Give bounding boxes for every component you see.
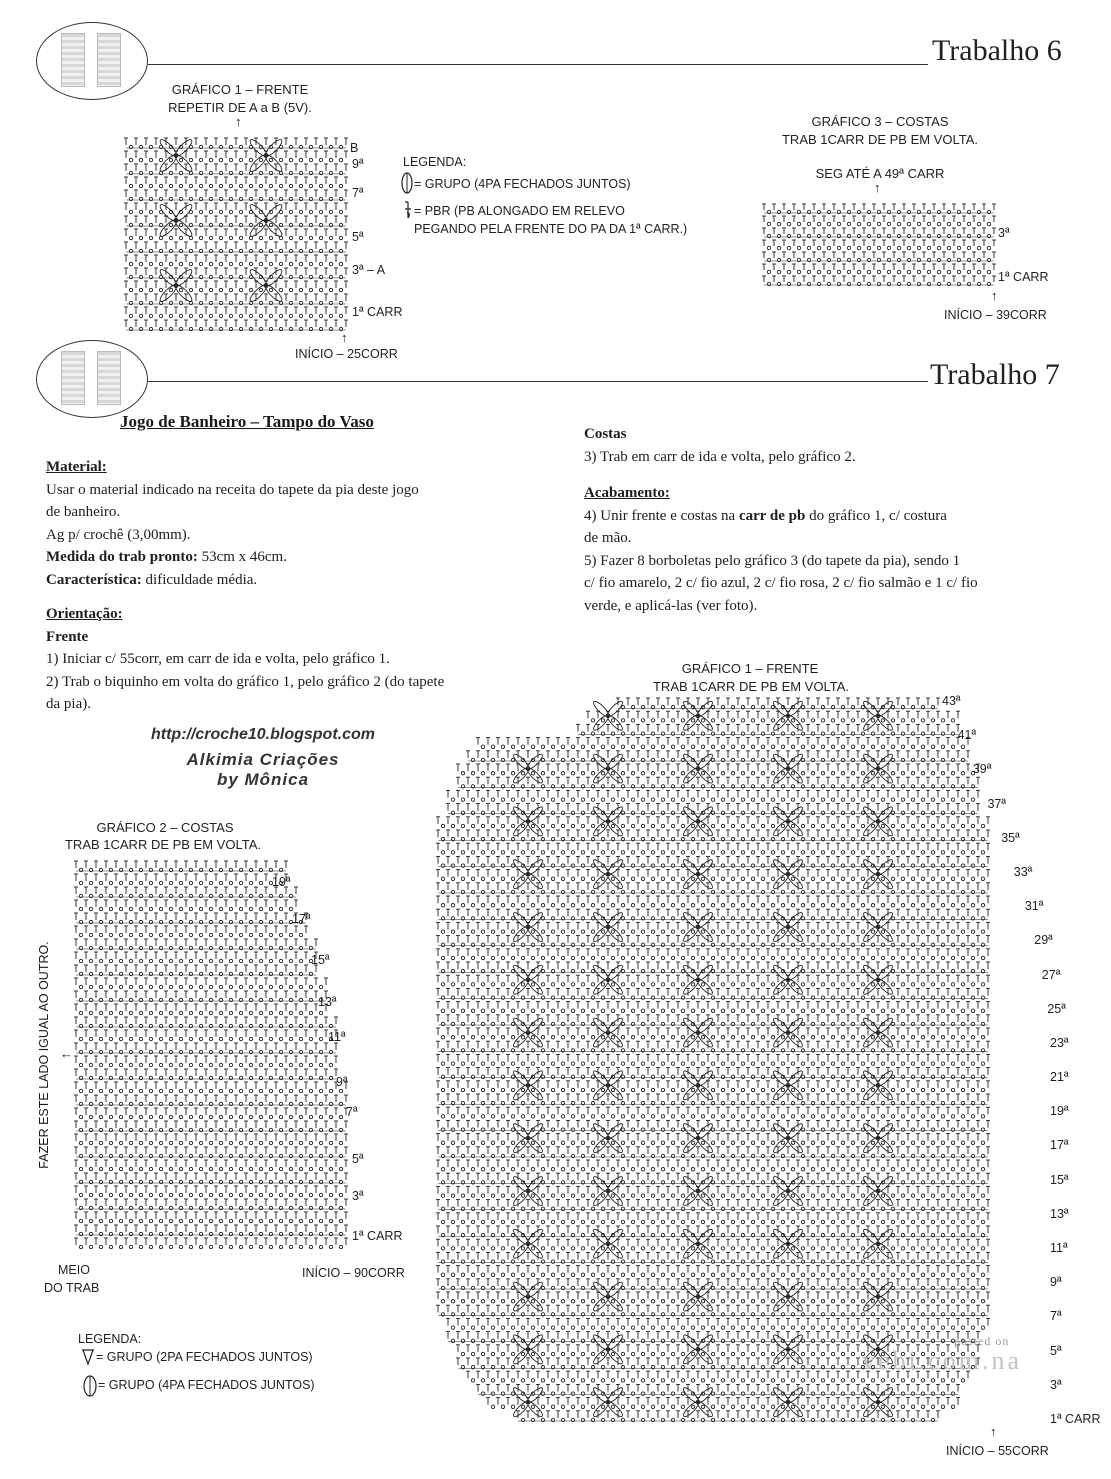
row-label: 3ª – A <box>352 263 386 277</box>
field-value: 53cm x 46cm. <box>197 549 287 565</box>
chart-subtitle: REPETIR DE A a B (5V). <box>168 100 312 115</box>
crochet-chart-t7-frente <box>430 692 1050 1432</box>
instruction-line: de mão. <box>584 530 632 546</box>
chart-title: GRÁFICO 3 – COSTAS <box>811 114 949 129</box>
up-arrow-icon: ↑ <box>991 288 998 303</box>
instruction-text: 4) Unir frente e costas na <box>584 507 739 524</box>
row-label: 13ª <box>318 995 337 1009</box>
crochet-chart-t6-frente <box>120 132 350 332</box>
row-label: 15ª <box>311 953 330 967</box>
crochet-chart-t7-costas <box>70 855 360 1250</box>
row-label: 5ª <box>1050 1343 1062 1358</box>
row-label: 35ª <box>1001 830 1020 845</box>
photo-badge-t6 <box>36 22 148 100</box>
row-label: 13ª <box>1050 1206 1069 1221</box>
field-label: Medida do trab pronto: <box>46 549 198 565</box>
chart-start-label: INÍCIO – 39CORR <box>944 308 1047 322</box>
row-label: 5ª <box>352 1152 364 1166</box>
chart-title: GRÁFICO 1 – FRENTE <box>681 661 819 676</box>
legend-item: PEGANDO PELA FRENTE DO PA DA 1ª CARR.) <box>414 222 688 236</box>
up-arrow-icon: ↑ <box>874 180 881 195</box>
legend-item: = PBR (PB ALONGADO EM RELEVO <box>414 204 625 218</box>
chart-start-label: INÍCIO – 90CORR <box>302 1266 405 1280</box>
row-label: 15ª <box>1050 1172 1069 1187</box>
row-label: 23ª <box>1050 1035 1069 1050</box>
row-label: 11ª <box>328 1030 346 1044</box>
legend-item: = GRUPO (4PA FECHADOS JUNTOS) <box>414 177 631 191</box>
section-title-trabalho-7: Trabalho 7 <box>930 358 1060 391</box>
chart-subtitle: TRAB 1CARR DE PB EM VOLTA. <box>64 837 261 852</box>
group-4pa-icon <box>82 1374 98 1398</box>
row-label: 3ª <box>998 226 1010 240</box>
instructions-right <box>584 423 1084 617</box>
instruction-line: Ag p/ crochê (3,00mm). <box>46 526 191 543</box>
chart-title: GRÁFICO 2 – COSTAS <box>96 820 234 835</box>
row-label: 21ª <box>1050 1070 1069 1085</box>
towel-roll-image <box>61 33 85 87</box>
field-value: dificuldade média. <box>141 571 258 588</box>
towel-roll-image <box>61 351 85 405</box>
field-label: Característica: <box>46 571 142 588</box>
instruction-line: c/ fio amarelo, 2 c/ fio azul, 2 c/ fio rosa, 2 c/ fio salmão e 1 c/ fio <box>584 575 978 591</box>
instruction-emphasis: carr de pb <box>738 507 806 524</box>
row-label: 27ª <box>1041 967 1061 982</box>
pbr-stitch-icon <box>402 200 414 220</box>
row-label: 31ª <box>1024 899 1044 914</box>
watermark-author: by Mônica <box>216 770 310 789</box>
chart-middle-label: MEIO <box>58 1263 90 1277</box>
row-label: 33ª <box>1013 864 1033 879</box>
up-arrow-icon: ↑ <box>990 1424 997 1439</box>
chart-title: GRÁFICO 1 – FRENTE <box>171 82 309 97</box>
group-stitch-icon <box>400 171 414 195</box>
group-2pa-icon <box>80 1346 96 1366</box>
row-label: 7ª <box>352 186 364 200</box>
stamp-site: vebi.com.na <box>862 1346 1023 1375</box>
row-label: 7ª <box>1050 1309 1062 1324</box>
chart-start-label: INÍCIO – 55CORR <box>946 1444 1049 1458</box>
row-label: 3ª <box>1050 1377 1062 1392</box>
instruction-line: verde, e aplicá-las (ver foto). <box>584 597 758 614</box>
instruction-line: 5) Fazer 8 borboletas pelo gráfico 3 (do tapete da pia), sendo 1 <box>584 552 961 569</box>
row-label: 19ª <box>272 875 291 889</box>
towel-roll-image <box>97 351 121 405</box>
row-label: 41ª <box>957 728 977 743</box>
stamp-posted: posted on <box>954 1334 1010 1348</box>
chart-middle-label: DO TRAB <box>44 1281 100 1295</box>
chart-note: SEG ATÉ A 49ª CARR <box>815 166 945 181</box>
row-label: 1ª CARR <box>352 1229 403 1243</box>
row-label: 17ª <box>1050 1138 1069 1153</box>
instruction-line: da pia). <box>46 696 91 712</box>
row-label: 1ª CARR <box>1050 1412 1101 1426</box>
row-label: 9ª <box>1050 1275 1062 1290</box>
row-label: 1ª CARR <box>998 270 1049 284</box>
row-label: B <box>350 141 359 155</box>
row-label: 7ª <box>346 1105 358 1119</box>
section-heading: Costas <box>584 426 627 442</box>
watermark-brand: Alkimia Criações <box>186 750 340 769</box>
photo-badge-t7 <box>36 340 148 418</box>
instruction-line: 2) Trab o biquinho em volta do gráfico 1, pelo gráfico 2 (do tapete <box>46 673 445 690</box>
section-title-trabalho-6: Trabalho 6 <box>932 34 1062 67</box>
row-label: 9ª <box>352 157 364 171</box>
section-heading: Frente <box>46 628 89 645</box>
pattern-title: Jogo de Banheiro – Tampo do Vaso <box>120 412 374 431</box>
row-label: 9ª <box>336 1075 348 1089</box>
section-heading: Acabamento: <box>584 485 670 501</box>
watermark-url: http://croche10.blogspot.com <box>150 726 375 743</box>
legend-title: LEGENDA: <box>78 1332 142 1346</box>
legend-item: = GRUPO (4PA FECHADOS JUNTOS) <box>98 1378 315 1392</box>
row-label: 39ª <box>972 762 992 777</box>
row-label: 5ª <box>352 230 364 244</box>
chart-subtitle: TRAB 1CARR DE PB EM VOLTA. <box>781 132 978 147</box>
up-arrow-icon: ↑ <box>235 114 242 129</box>
instruction-line: 3) Trab em carr de ida e volta, pelo gráfico 2. <box>584 448 856 465</box>
row-label: 3ª <box>352 1189 364 1203</box>
instruction-line: de banheiro. <box>46 504 121 520</box>
instruction-text: do gráfico 1, c/ costura <box>805 507 947 524</box>
instruction-line: Usar o material indicado na receita do tapete da pia deste jogo <box>46 481 419 498</box>
towel-roll-image <box>97 33 121 87</box>
row-label: 25ª <box>1047 1001 1066 1016</box>
side-note: FAZER ESTE LADO IGUAL AO OUTRO. <box>37 941 51 1169</box>
instructions-left <box>46 456 546 716</box>
row-label: 11ª <box>1050 1241 1068 1256</box>
row-label: 1ª CARR <box>352 305 403 319</box>
crochet-chart-t6-costas <box>760 198 1000 290</box>
chart-subtitle: TRAB 1CARR DE PB EM VOLTA. <box>652 679 849 694</box>
instruction-line: 1) Iniciar c/ 55corr, em carr de ida e volta, pelo gráfico 1. <box>46 651 390 667</box>
row-label: 37ª <box>987 796 1007 811</box>
row-label: 43ª <box>942 694 961 708</box>
header-rule <box>148 64 928 65</box>
row-label: 29ª <box>1034 933 1053 948</box>
legend-title: LEGENDA: <box>403 155 467 169</box>
row-label: 19ª <box>1050 1104 1069 1119</box>
section-heading: Orientação: <box>46 606 123 622</box>
legend-item: = GRUPO (2PA FECHADOS JUNTOS) <box>96 1350 313 1364</box>
row-label: 17ª <box>292 912 311 926</box>
chart-start-label: INÍCIO – 25CORR <box>295 347 398 361</box>
left-arrow-icon: ← <box>60 1046 73 1061</box>
header-rule <box>148 381 928 382</box>
up-arrow-icon: ↑ <box>341 330 348 345</box>
section-heading: Material: <box>46 459 107 475</box>
